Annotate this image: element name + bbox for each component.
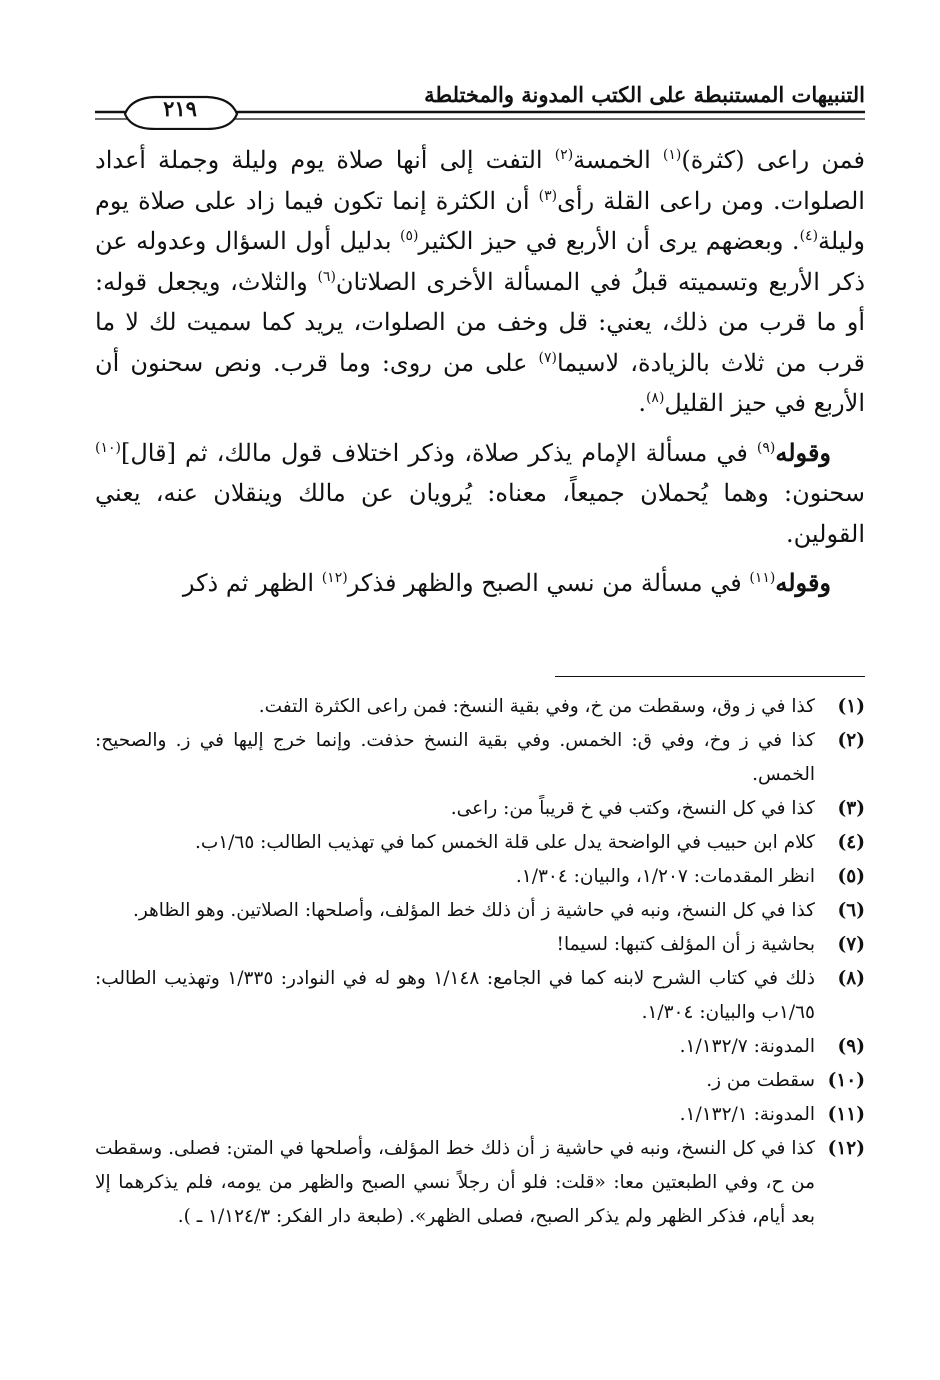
footnote-text: ذلك في كتاب الشرح لابنه كما في الجامع: ١/١٤٨ وهو له في النوادر: ١/٣٣٥ وتهذيب الطالب: ١/٦٥ب والبيان: ١/٣٠٤.: [95, 968, 816, 1023]
footnote-text: كذا في كل النسخ، ونبه في حاشية ز أن ذلك خط المؤلف، وأصلحها: الصلاتين. وهو الظاهر.: [132, 900, 815, 921]
footnote: [95, 1098, 865, 1132]
footnote: [95, 792, 865, 826]
footnote: [95, 724, 865, 792]
footnote-text: المدونة: ١/١٣٢/٧.: [679, 1036, 815, 1057]
footnote: [95, 1132, 865, 1234]
running-title: التنبيهات المستنبطة على الكتب المدونة والمختلطة: [424, 82, 865, 107]
footnote: [95, 962, 865, 1030]
footnote-ref-9[interactable]: (٩): [756, 439, 776, 456]
page-header: [95, 78, 865, 130]
footnote-number: (٨): [837, 968, 865, 989]
footnote: [95, 690, 865, 724]
paragraph-1: فمن راعى (كثرة)$^{(١)}$ الخمسة$^{(٢)}$ التفت إلى أنها صلاة يوم وليلة وجملة أعداد الصلوات. ومن راعى القلة رأى$^{(٣)}$ أن الكثرة إنما تكون فيما زاد على صلاة يوم وليلة$^{(٤)}$. وبعضهم يرى أن الأربع في حيز الكثير$^{(٥)}$ بدليل أول السؤال وعدوله عن ذكر الأربع وتسميته قبلُ في المسألة الأخرى الصلاتان$^{(٦)}$ والثلاث، ويجعل قوله: أو ما قرب من ذلك، يعني: قل وخف من الصلوات، يريد كما سميت لك لا ما قرب من ثلاث بالزيادة، لاسيما$^{(٧)}$ على من روى: وما قرب. ونص سحنون أن الأربع في حيز القليل$^{(٨)}$.: [95, 146, 866, 417]
page-number: ٢١٩: [163, 96, 197, 121]
footnote-ref-4[interactable]: (٤): [799, 228, 819, 244]
footnote-text: المدونة: ١/١٣٢/١.: [679, 1104, 815, 1125]
keyword-qawluhu: وقوله: [775, 568, 831, 597]
footnote: [95, 1064, 865, 1098]
footnote-ref-5[interactable]: (٥): [400, 228, 419, 244]
footnote-text: انظر المقدمات: ١/٢٠٧، والبيان: ١/٣٠٤.: [515, 866, 815, 887]
footnote-separator: [555, 676, 865, 677]
footnotes: [95, 690, 865, 1234]
footnote-number: (٩): [837, 1036, 865, 1057]
footnote-ref-6[interactable]: (٦): [317, 268, 336, 285]
footnote-ref-3[interactable]: (٣): [538, 187, 558, 204]
keyword-qawluhu: وقوله: [775, 437, 831, 467]
footnote-ref-2[interactable]: (٢): [554, 147, 574, 163]
footnote-number: (٣): [837, 798, 865, 819]
footnote-ref-10[interactable]: (١٠): [95, 439, 121, 456]
footnote: [95, 928, 865, 962]
paragraph-2: وقوله$^{(٩)}$ في مسألة الإمام يذكر صلاة، وذكر اختلاف قول مالك، ثم [قال]$^{(١٠)}$ سحنون: وهما يُحملان جميعاً، معناه: يُرويان عن مالك وينقلان عنه، يعني القولين.: [95, 437, 865, 548]
footnote-ref-1[interactable]: (١): [662, 147, 682, 163]
footnote-text: سقطت من ز.: [706, 1070, 815, 1091]
paragraph-3: وقوله$^{(١١)}$ في مسألة من نسي الصبح والظهر فذكر$^{(١٢)}$ الظهر ثم ذكر: [182, 568, 831, 597]
footnote-number: (١): [837, 696, 865, 717]
footnote: [95, 1030, 865, 1064]
footnote-text: كذا في ز وخ، وفي ق: الخمس. وفي بقية النسخ حذفت. وإنما خرج إليها في ز. والصحيح: الخمس.: [95, 730, 815, 785]
footnote-text: كذا في كل النسخ، وكتب في خ قريباً من: راعى.: [450, 798, 815, 819]
footnote-ref-12[interactable]: (١٢): [321, 570, 348, 586]
footnote-text: بحاشية ز أن المؤلف كتبها: لسيما!: [556, 934, 815, 955]
footnote-number: (١٠): [827, 1070, 865, 1091]
footnote-number: (٦): [837, 900, 865, 921]
footnote-number: (١١): [827, 1104, 865, 1125]
main-text: [95, 140, 865, 604]
footnote-ref-11[interactable]: (١١): [749, 570, 776, 586]
footnote-number: (٧): [837, 934, 865, 955]
footnote: [95, 860, 865, 894]
footnote-number: (٥): [837, 866, 865, 887]
footnote-ref-7[interactable]: (٧): [538, 349, 557, 366]
footnote-number: (٢): [837, 730, 865, 751]
footnote-number: (١٢): [827, 1138, 865, 1159]
footnote-ref-8[interactable]: (٨): [645, 390, 665, 406]
footnote: [95, 894, 865, 928]
footnote-text: كلام ابن حبيب في الواضحة يدل على قلة الخمس كما في تهذيب الطالب: ١/٦٥ب.: [194, 832, 815, 853]
footnote-number: (٤): [837, 832, 865, 853]
footnote-text: كذا في ز وق، وسقطت من خ، وفي بقية النسخ: فمن راعى الكثرة التفت.: [258, 696, 815, 717]
footnote-text: كذا في كل النسخ، ونبه في حاشية ز أن ذلك خط المؤلف، وأصلحها في المتن: فصلى. وسقطت من ح، وفي الطبعتين معا: «قلت: فلو أن رجلاً نسي الصبح والظهر من يومه، فلم يذكرهما إلا بعد أيام، فذكر الظهر ولم يذكر الصبح، فصلى الظهر». (طبعة دار الفكر: ١/١٢٤/٣ ـ ).: [95, 1138, 815, 1227]
footnote: [95, 826, 865, 860]
